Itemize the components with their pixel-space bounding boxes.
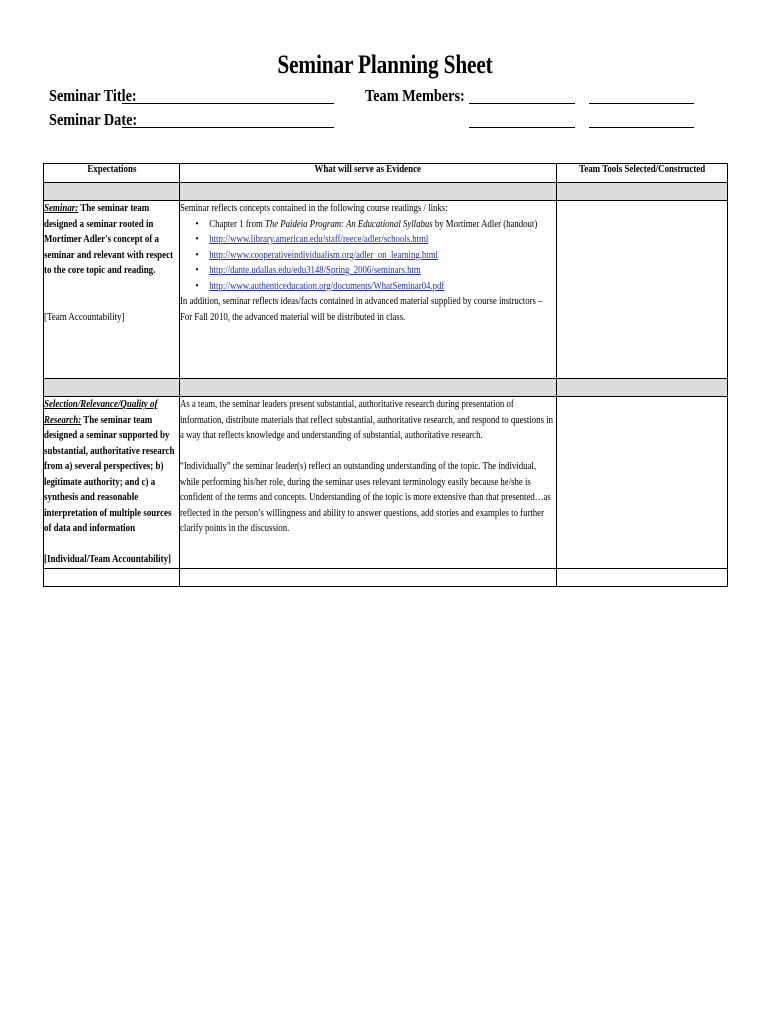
reading-link[interactable]: http://www.cooperativeindividualism.org/adler_on_learning.html [209,249,438,261]
seminar-title-line[interactable] [122,103,334,104]
table-row-research [44,397,728,569]
col-expectations: Expectations [44,164,180,183]
reading-link[interactable]: http://www.library.american.edu/staff/reece/adler/schools.html [209,234,429,245]
expectation-seminar: Seminar: The seminar team designed a seminar rooted in Mortimer Adler's concept of a seminar and relevant with respect to the core topic and reading. [Team Accountability] [44,201,180,379]
team-tools-seminar[interactable] [557,201,728,379]
separator-row [44,379,728,397]
table-row-seminar [44,201,728,379]
accountability-label: [Team Accountability] [44,311,125,323]
reading-link[interactable]: http://dante.udallas.edu/edu3148/Spring_2006/seminars.htm [209,265,421,276]
team-member-line-4[interactable] [589,127,694,128]
page-title: Seminar Planning Sheet [277,50,493,79]
team-member-line-1[interactable] [469,103,575,104]
list-item [180,248,555,264]
planning-table [43,163,728,587]
empty-row [44,568,728,586]
evidence-research: As a team, the seminar leaders present substantial, authoritative research during presentation of information, distribute materials that reflect substantial, authoritative research, and respond to questions in a way that reflects knowledge and understanding of substantial, authoritative research. “Individually” the seminar leader(s) reflect an outstanding understanding of the topic. The individual, while performing his/her role, during the seminar uses relevant terminology easily because he/she is confident of the terms and concepts. Understanding of the topic is more extensive than that presented…as reflected in the person’s willingness and ability to answer questions, add stories and examples to further clarify points in the discussion. [180,397,557,569]
list-item [180,279,555,295]
expectation-research: Selection/Relevance/Quality of Research: The seminar team designed a seminar supported by substantial, authoritative research from a) several perspectives; b) legitimate authority; and c) a synthesis and reasonable interpretation of multiple sources of data and information [Individual/Team Accountability] [44,397,180,569]
list-item [180,263,555,279]
list-item: • Chapter 1 from The Paideia Program: An Educational Syllabus by Mortimer Adler (handout) [180,217,555,233]
seminar-date-line[interactable] [122,127,334,128]
team-members-label: Team Members: [365,86,465,105]
team-member-line-3[interactable] [469,127,575,128]
seminar-title-label: Seminar Title: [49,86,137,105]
accountability-label: [Individual/Team Accountability] [44,554,172,565]
reading-link[interactable]: http://www.authenticeducation.org/documents/WhatSeminar04.pdf [209,280,445,292]
team-member-line-2[interactable] [589,103,694,104]
list-item [180,232,555,248]
col-evidence: What will serve as Evidence [180,164,557,183]
header-row [44,164,728,183]
col-team-tools: Team Tools Selected/Constructed [557,164,728,183]
team-tools-research[interactable] [557,397,728,569]
readings-list [180,217,555,295]
separator-row [44,183,728,201]
seminar-date-label: Seminar Date: [49,110,138,129]
evidence-seminar: Seminar reflects concepts contained in the following course readings / links: • Chapter 1 from The Paideia Program: An Educational Syllabus by Mortimer Adler (handout) • http://www.library.american.edu/staff/reece/adler/schools.html • http://www.cooperativeindividualism.org/adler_on_learning.html • http://dante.udallas.edu/edu3148/Spring_2006/seminars.htm • http://www.authenticeducation.org/documents/WhatSeminar04.pdf In addition, seminar reflects ideas/facts contained in advanced material supplied by course instructors – For Fall 2010, the advanced material will be distributed in class. [180,201,557,379]
